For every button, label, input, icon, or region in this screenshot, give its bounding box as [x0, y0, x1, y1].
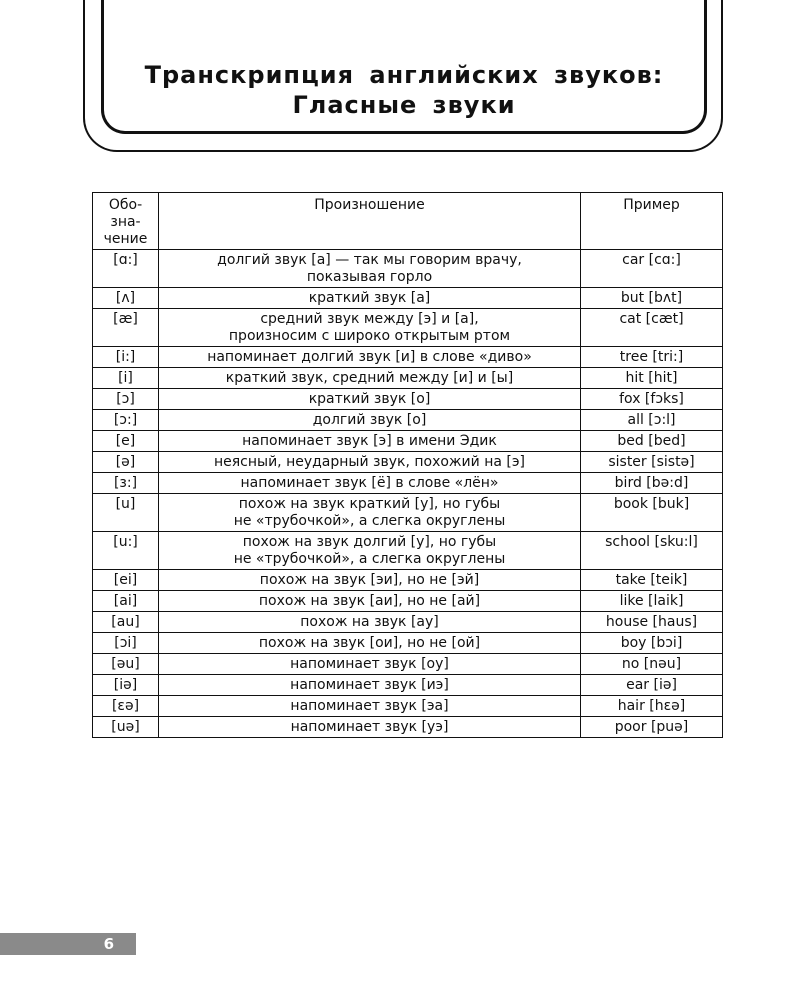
table-row	[93, 675, 723, 696]
cell-symbol: [ai]	[93, 591, 159, 612]
cell-example: house [haus]	[581, 612, 723, 633]
title-line-2: Гласные звуки	[292, 91, 516, 119]
page-number: 6	[103, 935, 114, 953]
cell-symbol: [au]	[93, 612, 159, 633]
table-row	[93, 654, 723, 675]
cell-pronunciation: напоминает звук [э] в имени Эдик	[159, 431, 581, 452]
cell-symbol: [ɔ:]	[93, 410, 159, 431]
cell-example: take [teik]	[581, 570, 723, 591]
table-row	[93, 250, 723, 288]
cell-pronunciation: похож на звук долгий [у], но губы не «трубочкой», а слегка округлены	[159, 532, 581, 570]
table-row	[93, 494, 723, 532]
cell-symbol: [i:]	[93, 347, 159, 368]
cell-example: boy [bɔi]	[581, 633, 723, 654]
cell-symbol: [e]	[93, 431, 159, 452]
cell-example: car [cɑ:]	[581, 250, 723, 288]
cell-symbol: [iə]	[93, 675, 159, 696]
header-symbol: Обо- зна- чение	[93, 193, 159, 250]
cell-example: but [bʌt]	[581, 288, 723, 309]
cell-pronunciation: похож на звук [эи], но не [эй]	[159, 570, 581, 591]
cell-symbol: [u:]	[93, 532, 159, 570]
table-row	[93, 612, 723, 633]
cell-pronunciation: похож на звук [ау]	[159, 612, 581, 633]
cell-example: ear [iə]	[581, 675, 723, 696]
cell-symbol: [æ]	[93, 309, 159, 347]
cell-example: tree [tri:]	[581, 347, 723, 368]
table-row	[93, 347, 723, 368]
cell-example: no [nəu]	[581, 654, 723, 675]
cell-pronunciation: долгий звук [о]	[159, 410, 581, 431]
cell-symbol: [u]	[93, 494, 159, 532]
cell-pronunciation: краткий звук [а]	[159, 288, 581, 309]
vowel-sounds-table	[92, 192, 723, 738]
page-title	[101, 60, 707, 120]
table-row	[93, 452, 723, 473]
table-row	[93, 696, 723, 717]
table-row	[93, 389, 723, 410]
header-example: Пример	[581, 193, 723, 250]
table-row	[93, 309, 723, 347]
table-row	[93, 410, 723, 431]
cell-example: cat [cæt]	[581, 309, 723, 347]
cell-symbol: [з:]	[93, 473, 159, 494]
cell-symbol: [ə]	[93, 452, 159, 473]
cell-pronunciation: неясный, неударный звук, похожий на [э]	[159, 452, 581, 473]
table-row	[93, 368, 723, 389]
header-pronunciation: Произношение	[159, 193, 581, 250]
cell-example: sister [sistə]	[581, 452, 723, 473]
cell-symbol: [ɔ]	[93, 389, 159, 410]
cell-example: school [sku:l]	[581, 532, 723, 570]
cell-example: poor [puə]	[581, 717, 723, 738]
title-line-1: Транскрипция английских звуков:	[144, 61, 664, 89]
table-row	[93, 473, 723, 494]
cell-pronunciation: похож на звук краткий [у], но губы не «трубочкой», а слегка округлены	[159, 494, 581, 532]
cell-symbol: [ɛə]	[93, 696, 159, 717]
cell-pronunciation: напоминает звук [иэ]	[159, 675, 581, 696]
cell-example: like [laik]	[581, 591, 723, 612]
cell-symbol: [ei]	[93, 570, 159, 591]
cell-pronunciation: напоминает звук [оу]	[159, 654, 581, 675]
page-number-tab	[0, 933, 136, 955]
table-row	[93, 570, 723, 591]
cell-pronunciation: напоминает звук [ё] в слове «лён»	[159, 473, 581, 494]
cell-pronunciation: долгий звук [а] — так мы говорим врачу, показывая горло	[159, 250, 581, 288]
cell-pronunciation: напоминает звук [уэ]	[159, 717, 581, 738]
table-row	[93, 591, 723, 612]
cell-symbol: [i]	[93, 368, 159, 389]
cell-symbol: [ɔi]	[93, 633, 159, 654]
cell-example: all [ɔ:l]	[581, 410, 723, 431]
cell-symbol: [əu]	[93, 654, 159, 675]
table-row	[93, 288, 723, 309]
cell-pronunciation: напоминает долгий звук [и] в слове «диво»	[159, 347, 581, 368]
cell-example: hair [hɛə]	[581, 696, 723, 717]
cell-pronunciation: краткий звук [о]	[159, 389, 581, 410]
table-row	[93, 431, 723, 452]
cell-symbol: [uə]	[93, 717, 159, 738]
cell-example: book [buk]	[581, 494, 723, 532]
table-row	[93, 532, 723, 570]
table-row	[93, 717, 723, 738]
cell-example: hit [hit]	[581, 368, 723, 389]
cell-pronunciation: краткий звук, средний между [и] и [ы]	[159, 368, 581, 389]
cell-example: fox [fɔks]	[581, 389, 723, 410]
cell-pronunciation: похож на звук [ои], но не [ой]	[159, 633, 581, 654]
cell-pronunciation: средний звук между [э] и [а], произносим с широко открытым ртом	[159, 309, 581, 347]
cell-pronunciation: напоминает звук [эа]	[159, 696, 581, 717]
cell-example: bed [bed]	[581, 431, 723, 452]
cell-example: bird [bə:d]	[581, 473, 723, 494]
cell-pronunciation: похож на звук [аи], но не [ай]	[159, 591, 581, 612]
table-row	[93, 633, 723, 654]
cell-symbol: [ɑ:]	[93, 250, 159, 288]
cell-symbol: [ʌ]	[93, 288, 159, 309]
table-header-row	[93, 193, 723, 250]
